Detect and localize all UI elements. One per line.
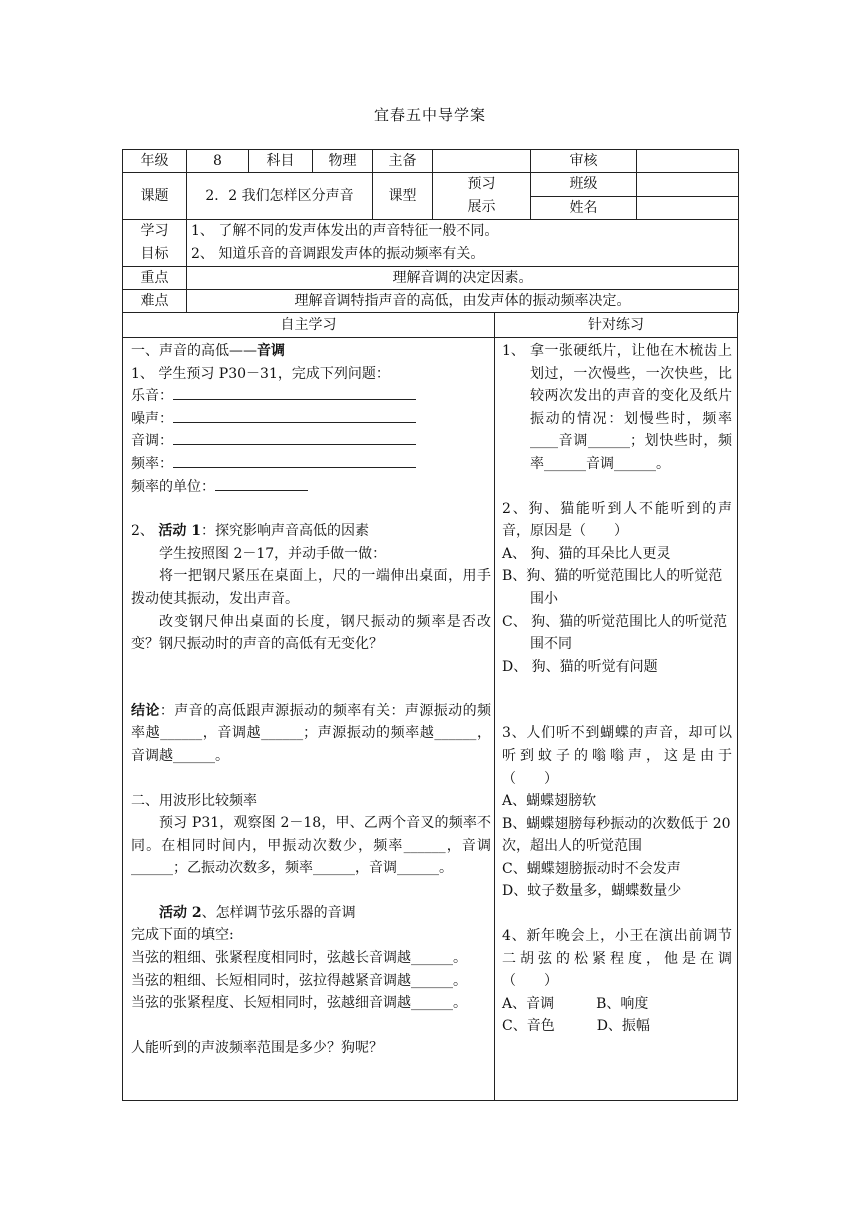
section-2-text: 预习 P31，观察图 2－18，甲、乙两个音叉的频率不同。在相同时间内，甲振动次数少，频率______，音调______；乙振动次数多，频率______，音调______。 <box>131 815 491 877</box>
section-1-heading: 一、声音的高低——音调 <box>131 343 285 359</box>
hearing-range-question: 人能听到的声波频率范围是多少？狗呢？ <box>131 1039 383 1056</box>
question-3-option-c: C、蝴蝶翅膀振动时不会发声 <box>502 860 681 877</box>
activity-1-step-2: 将一把钢尺紧压在桌面上，尺的一端伸出桌面，用手拨动使其振动，发出声音。 <box>131 568 491 607</box>
activity-2-fill-2: 当弦的粗细、长短相同时，弦拉得越紧音调越______。 <box>131 972 467 989</box>
activity-1-heading: 2、 活动 1：探究影响声音高低的因素 <box>131 523 369 540</box>
grade-value: 8 <box>187 150 249 173</box>
field-frequency[interactable]: 频率： <box>131 453 491 476</box>
subject-value: 物理 <box>313 150 373 173</box>
activity-1-question: 改变钢尺伸出桌面的长度，钢尺振动的频率是否改变？钢尺振动时的声音的高低有无变化？ <box>131 613 491 653</box>
question-3-option-b: B、蝴蝶翅膀每秒振动的次数低于 20 次，超出人的听觉范围 <box>502 815 731 855</box>
worksheet-body <box>122 313 738 1101</box>
question-1: 1、 拿一张硬纸片，让他在木梳齿上划过，一次慢些，一次快些，比较两次发出的声音的变化及纸片振动的情况：划慢些时，频率____音调______；划快些时，频率______音调______。 <box>502 343 732 472</box>
key-label: 重点 <box>123 267 187 290</box>
field-music-tone[interactable]: 乐音： <box>131 385 491 408</box>
type-label: 课型 <box>373 173 433 220</box>
topic-label: 课题 <box>123 173 187 220</box>
difficulty-label: 难点 <box>123 290 187 313</box>
practice-heading: 针对练习 <box>495 313 737 338</box>
question-3-option-a: A、蝴蝶翅膀软 <box>502 793 597 810</box>
field-pitch[interactable]: 音调： <box>131 430 491 453</box>
activity-2-fill-3: 当弦的张紧程度、长短相同时，弦越细音调越______。 <box>131 995 467 1012</box>
class-value <box>637 173 739 197</box>
page-title: 宜春五中导学案 <box>373 106 486 124</box>
question-4-options-ab: A、音调 B、响度 <box>502 995 649 1012</box>
self-study-heading: 自主学习 <box>123 313 494 338</box>
type-value-2: 展示 <box>467 199 496 215</box>
topic-value: 2．2 我们怎样区分声音 <box>187 173 373 220</box>
question-3-option-d: D、蚊子数量多，蝴蝶数量少 <box>502 883 682 900</box>
question-4-options-cd: C、音色 D、振幅 <box>502 1018 650 1035</box>
name-value <box>637 196 739 220</box>
question-4: 4、新年晚会上，小王在演出前调节二胡弦的松紧程度，他是在调（ ） <box>502 928 732 990</box>
subject-label: 科目 <box>249 150 313 173</box>
question-2-option-a: A、 狗、猫的耳朵比人更灵 <box>502 545 671 562</box>
self-study-column <box>131 340 491 1059</box>
question-2-option-d: D、 狗、猫的听觉有问题 <box>502 658 658 675</box>
grade-label: 年级 <box>123 150 187 173</box>
question-2-option-b: B、狗、猫的听觉范围比人的听觉范围小 <box>502 568 723 607</box>
review-value <box>637 150 739 173</box>
activity-1-step-1: 学生按照图 2－17，并动手做一做： <box>159 545 387 562</box>
key-value: 理解音调的决定因素。 <box>187 267 739 290</box>
difficulty-value: 理解音调特指声音的高低，由发声体的振动频率决定。 <box>187 290 739 313</box>
goal-label-1: 学习 <box>140 223 169 239</box>
goal-value <box>187 220 739 267</box>
question-2: 2、狗、猫能听到人不能听到的声音，原因是（ ） <box>502 500 732 540</box>
practice-column <box>502 340 732 1038</box>
name-label: 姓名 <box>531 196 637 220</box>
type-value-1: 预习 <box>467 176 496 192</box>
goal-1: 1、 了解不同的发声体发出的声音特征一般不同。 <box>191 223 499 239</box>
activity-2-fill-1: 当弦的粗细、张紧程度相同时，弦越长音调越______。 <box>131 950 467 967</box>
activity-2-heading: 活动 2、怎样调节弦乐器的音调 <box>159 904 356 921</box>
goal-label <box>123 220 187 267</box>
goal-2: 2、 知道乐音的音调跟发声体的振动频率有关。 <box>191 246 485 262</box>
question-2-option-c: C、 狗、猫的听觉范围比人的听觉范围不同 <box>502 613 728 653</box>
column-divider <box>494 313 495 1100</box>
question-3: 3、人们听不到蝴蝶的声音，却可以听到蚊子的嗡嗡声，这是由于（ ） <box>502 725 732 787</box>
header-table <box>122 149 739 313</box>
field-noise[interactable]: 噪声： <box>131 408 491 431</box>
preview-instruction: 1、 学生预习 P30－31，完成下列问题： <box>131 365 390 382</box>
class-label: 班级 <box>531 173 637 197</box>
field-frequency-unit[interactable]: 频率的单位： <box>131 476 491 499</box>
type-value <box>433 173 531 220</box>
lead-label: 主备 <box>373 150 433 173</box>
activity-2-instruction: 完成下面的填空: <box>131 927 234 944</box>
goal-label-2: 目标 <box>140 246 169 262</box>
lead-value <box>433 150 531 173</box>
review-label: 审核 <box>531 150 637 173</box>
conclusion: 结论：声音的高低跟声源振动的频率有关：声源振动的频率越______，音调越______；声源振动的频率越______，音调越______。 <box>131 702 492 764</box>
section-2-heading: 二、用波形比较频率 <box>131 792 257 809</box>
